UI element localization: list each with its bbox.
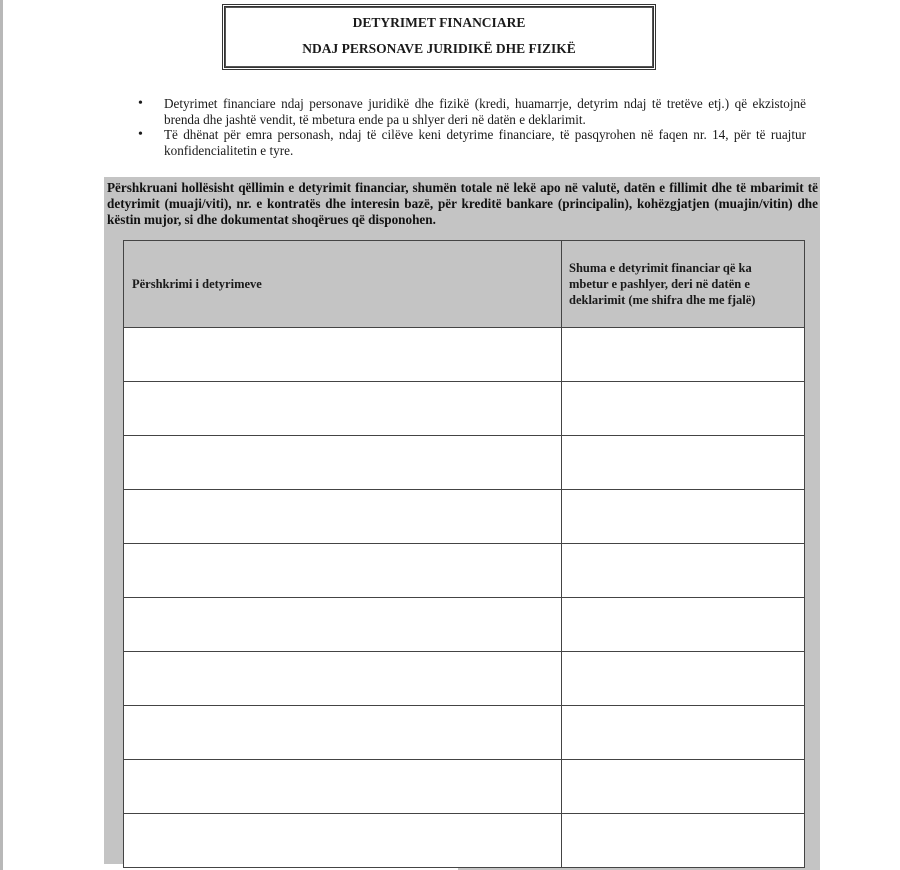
table-row <box>124 382 805 436</box>
amount-cell[interactable] <box>562 328 805 382</box>
page-left-edge <box>0 0 3 870</box>
instruction-bullets <box>136 96 806 158</box>
amount-cell[interactable] <box>562 760 805 814</box>
description-cell[interactable] <box>124 490 562 544</box>
description-cell[interactable] <box>124 652 562 706</box>
form-title-line-2: NDAJ PERSONAVE JURIDIKË DHE FIZIKË <box>302 41 576 56</box>
table-row <box>124 436 805 490</box>
description-cell[interactable] <box>124 598 562 652</box>
form-title-box <box>222 4 656 70</box>
description-cell[interactable] <box>124 436 562 490</box>
table-row <box>124 706 805 760</box>
section-instructions: Përshkruani hollësisht qëllimin e detyrimit financiar, shumën totale në lekë apo në valutë, datën e fillimit dhe të mbarimit të detyrimit (muaji/viti), nr. e kontratës dhe interesin bazë, për kreditë bankare (principalin), kohëzgjatjen (muajin/vitin) dhe këstin mujor, si dhe dokumentat shoqërues që disponohen. <box>107 180 818 227</box>
description-cell[interactable] <box>124 544 562 598</box>
amount-cell[interactable] <box>562 706 805 760</box>
header-amount: Shuma e detyrimit financiar që ka mbetur e pashlyer, deri në datën e deklarimit (me shifra dhe me fjalë) <box>562 241 805 328</box>
table-row <box>124 328 805 382</box>
table-row <box>124 544 805 598</box>
description-cell[interactable] <box>124 706 562 760</box>
form-title-line-1: DETYRIMET FINANCIARE <box>352 15 526 30</box>
amount-cell[interactable] <box>562 598 805 652</box>
amount-cell[interactable] <box>562 814 805 868</box>
bullet-item: • Detyrimet financiare ndaj personave juridikë dhe fizikë (kredi, huamarrje, detyrim ndaj të tretëve etj.) që ekzistojnë brenda dhe jashtë vendit, të mbetura ende pa u shlyer deri në datën e deklarimit. <box>136 96 806 127</box>
amount-cell[interactable] <box>562 490 805 544</box>
amount-cell[interactable] <box>562 544 805 598</box>
description-cell[interactable] <box>124 760 562 814</box>
description-cell[interactable] <box>124 814 562 868</box>
table-row <box>124 760 805 814</box>
amount-cell[interactable] <box>562 652 805 706</box>
header-description: Përshkrimi i detyrimeve <box>124 241 562 328</box>
description-cell[interactable] <box>124 328 562 382</box>
table-header-row <box>124 241 805 328</box>
amount-cell[interactable] <box>562 436 805 490</box>
table-row <box>124 814 805 868</box>
table-row <box>124 652 805 706</box>
description-cell[interactable] <box>124 382 562 436</box>
obligations-table <box>123 240 805 868</box>
bullet-item: • Të dhënat për emra personash, ndaj të cilëve keni detyrime financiare, të pasqyrohen në faqen nr. 14, për të ruajtur konfidencialitetin e tyre. <box>136 127 806 158</box>
amount-cell[interactable] <box>562 382 805 436</box>
table-row <box>124 598 805 652</box>
table-row <box>124 490 805 544</box>
